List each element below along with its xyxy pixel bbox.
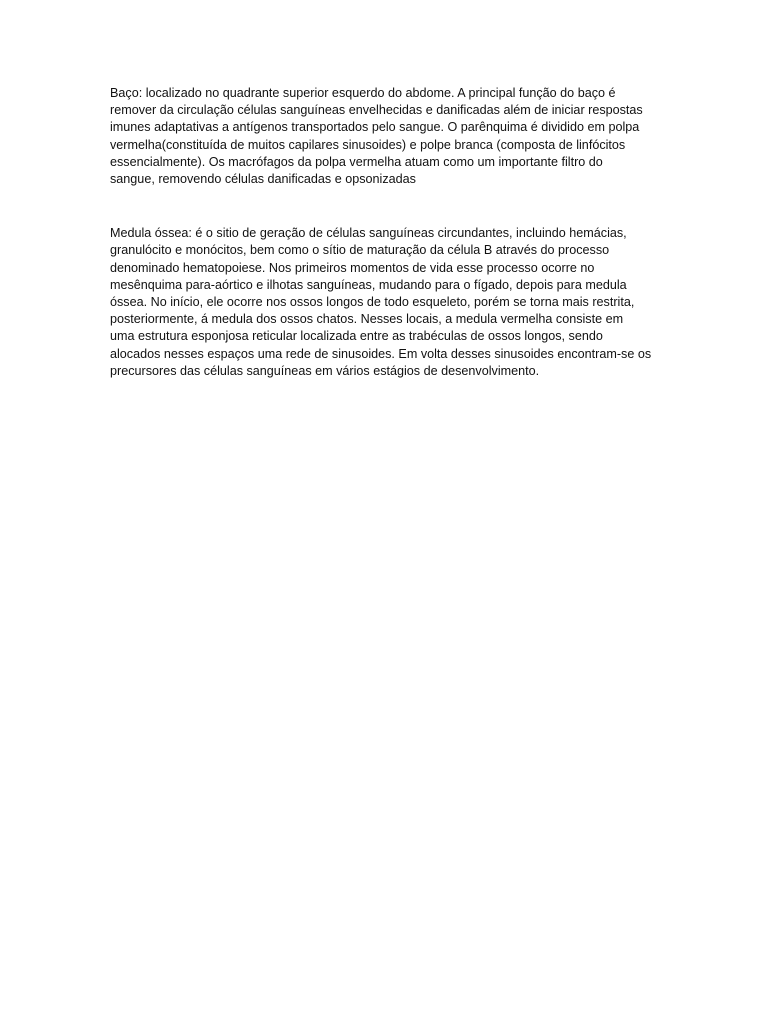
paragraph-medula-ossea: [110, 225, 662, 380]
text-line: precursores das células sanguíneas em vários estágios de desenvolvimento.: [110, 363, 540, 378]
text-line: mesênquima para-aórtico e ilhotas sanguíneas, mudando para o fígado, depois para medula: [110, 277, 627, 292]
text-line: óssea. No início, ele ocorre nos ossos longos de todo esqueleto, porém se torna mais restrita,: [110, 295, 635, 310]
text-line: Baço: localizado no quadrante superior esquerdo do abdome. A principal função do baço é: [110, 86, 616, 100]
document-body: [110, 85, 662, 380]
text-line: posteriormente, á medula dos ossos chatos. Nesses locais, a medula vermelha consiste em: [110, 312, 624, 327]
text-line: alocados nesses espaços uma rede de sinusoides. Em volta desses sinusoides encontram-se os: [110, 346, 652, 361]
text-line: imunes adaptativas a antígenos transportados pelo sangue. O parênquima é dividido em polpa: [110, 120, 640, 135]
text-line: sangue, removendo células danificadas e opsonizadas: [110, 172, 416, 187]
text-line: vermelha(constituída de muitos capilares sinusoides) e polpe branca (composta de linfócitos: [110, 137, 626, 152]
text-line: uma estrutura esponjosa reticular localizada entre as trabéculas de ossos longos, sendo: [110, 329, 603, 344]
text-line: Medula óssea: é o sitio de geração de células sanguíneas circundantes, incluindo hemácias,: [110, 226, 627, 241]
paragraph-baco: [110, 85, 662, 188]
paragraph-spacer: [110, 188, 662, 225]
text-line: remover da circulação células sanguíneas envelhecidas e danificadas além de iniciar respostas: [110, 103, 643, 118]
text-line: essencialmente). Os macrófagos da polpa vermelha atuam como um importante filtro do: [110, 154, 603, 169]
text-line: denominado hematopoiese. Nos primeiros momentos de vida esse processo ocorre no: [110, 260, 595, 275]
text-line: granulócito e monócitos, bem como o sítio de maturação da célula B através do processo: [110, 243, 610, 258]
